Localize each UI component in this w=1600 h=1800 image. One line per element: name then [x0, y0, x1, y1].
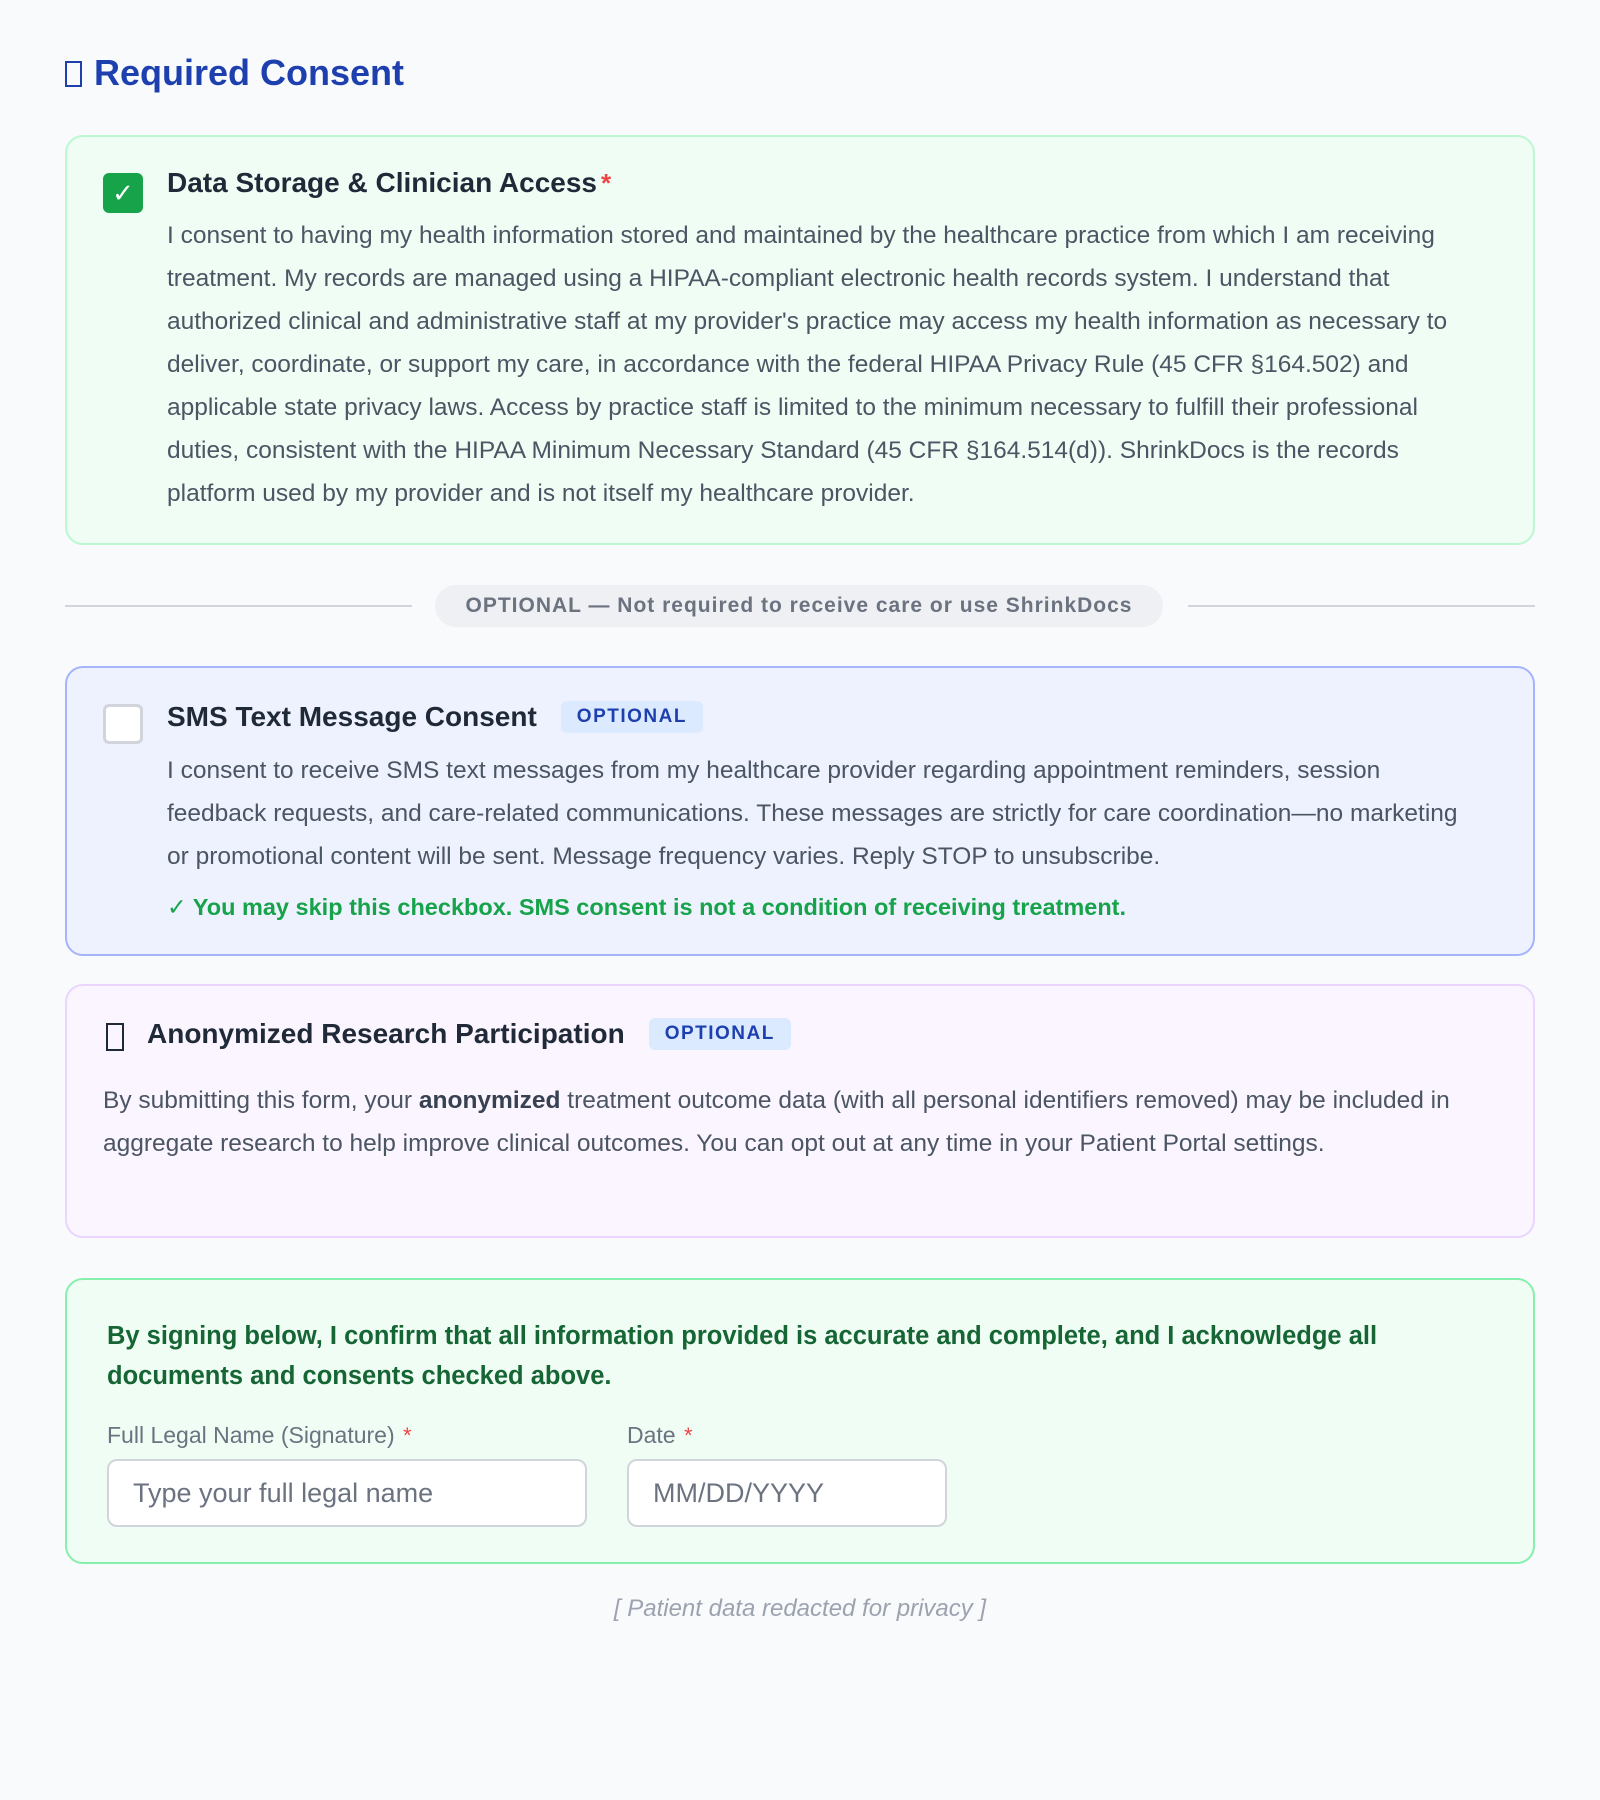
required-asterisk: *	[683, 1423, 693, 1448]
research-body-start: By submitting this form, your	[103, 1087, 419, 1114]
data-storage-title	[167, 167, 611, 199]
redaction-note: [ Patient data redacted for privacy ]	[613, 1595, 987, 1622]
signature-statement: By signing below, I confirm that all information provided is accurate and complete, and I acknowledge all documents and consents checked above.	[107, 1322, 1378, 1390]
required-consent-card	[65, 135, 1535, 545]
sms-consent-card	[65, 666, 1535, 956]
date-input[interactable]	[627, 1459, 947, 1527]
optional-divider-label: OPTIONAL — Not required to receive care or use ShrinkDocs	[435, 585, 1163, 627]
document-icon	[65, 61, 82, 87]
required-asterisk: *	[601, 167, 612, 198]
sms-consent-body: I consent to receive SMS text messages from my healthcare provider regarding appointment reminders, session feedback requests, and care-related communications. These messages are strictly for care coordination—no marketing or promotional content will be sent. Message frequency varies. Reply STOP to unsubscribe.	[167, 757, 1458, 870]
sms-consent-title-text: SMS Text Message Consent	[167, 701, 537, 732]
full-legal-name-input[interactable]	[107, 1459, 587, 1527]
sms-consent-checkbox[interactable]	[103, 704, 143, 744]
data-storage-checkbox[interactable]	[103, 173, 143, 213]
name-field-label-text: Full Legal Name (Signature)	[107, 1422, 395, 1448]
research-body-end: treatment outcome data (with all personal identifiers removed) may be included in aggregate research to help improve clinical outcomes. You can opt out at any time in your Patient Portal settings.	[103, 1087, 1450, 1157]
research-icon	[106, 1023, 124, 1051]
name-field-label	[107, 1422, 412, 1449]
sms-skip-note: ✓ You may skip this checkbox. SMS consent is not a condition of receiving treatment.	[167, 894, 1127, 920]
data-storage-body: I consent to having my health information stored and maintained by the healthcare practice from which I am receiving treatment. My records are managed using a HIPAA-compliant electronic health records system. I understand that authorized clinical and administrative staff at my provider's practice may access my health information as necessary to deliver, coordinate, or support my care, in accordance with the federal HIPAA Privacy Rule (45 CFR §164.502) and applicable state privacy laws. Access by practice staff is limited to the minimum necessary to fulfill their professional duties, consistent with the HIPAA Minimum Necessary Standard (45 CFR §164.514(d)). ShrinkDocs is the records platform used by my provider and is not itself my healthcare provider.	[167, 222, 1448, 507]
date-field-label	[627, 1422, 693, 1449]
data-storage-title-text: Data Storage & Clinician Access	[167, 167, 598, 198]
research-title	[147, 1018, 791, 1050]
research-body	[103, 1079, 1471, 1165]
section-title-text: Required Consent	[94, 52, 405, 93]
signature-card	[65, 1278, 1535, 1564]
date-field-label-text: Date	[627, 1422, 676, 1448]
checkmark-icon: ✓	[112, 178, 134, 208]
research-title-text: Anonymized Research Participation	[147, 1018, 625, 1049]
research-card	[65, 984, 1535, 1238]
required-asterisk: *	[403, 1423, 412, 1448]
sms-consent-title	[167, 701, 703, 733]
optional-badge: OPTIONAL	[649, 1018, 791, 1050]
divider-line-right	[1188, 605, 1535, 607]
optional-badge: OPTIONAL	[561, 701, 703, 733]
section-title	[65, 52, 404, 94]
divider-line-left	[65, 605, 412, 607]
research-body-emphasis: anonymized	[418, 1087, 561, 1114]
